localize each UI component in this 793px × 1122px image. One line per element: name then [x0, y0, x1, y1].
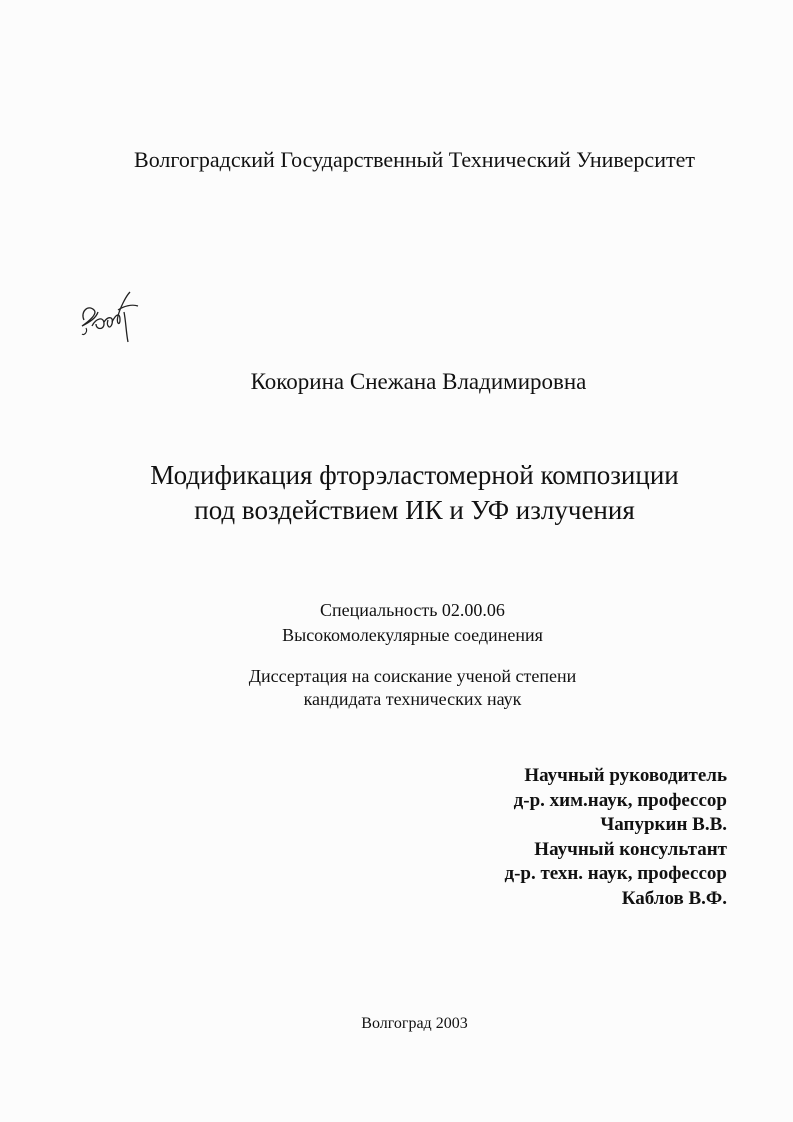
- title-line-2: под воздействием ИК и УФ излучения: [194, 495, 635, 525]
- degree-line-2: кандидата технических наук: [303, 689, 522, 709]
- title-line-1: Модификация фторэластомерной композиции: [150, 460, 679, 490]
- specialty-code: Специальность 02.00.06: [320, 600, 505, 620]
- supervisor-role: Научный руководитель: [524, 765, 727, 786]
- degree-line-1: Диссертация на соискание ученой степени: [248, 666, 577, 686]
- consultant-name: Каблов В.Ф.: [621, 887, 727, 909]
- author-name: Кокорина Снежана Владимировна: [250, 369, 587, 394]
- degree-block: [16, 665, 793, 711]
- consultant-role: Научный консультант: [534, 838, 727, 860]
- specialty-name: Высокомолекулярные соединения: [282, 625, 543, 645]
- university-name: Волгоградский Государственный Технический Университет: [134, 147, 695, 172]
- city-year: Волгоград 2003: [361, 1015, 468, 1032]
- supervisor-name: Чапуркин В.В.: [600, 814, 727, 835]
- handwritten-signature: [74, 282, 154, 352]
- dissertation-title: [18, 458, 793, 528]
- specialty-block: [16, 598, 793, 648]
- supervisors-block: [504, 764, 727, 911]
- consultant-degree: д-р. техн. наук, профессор: [504, 863, 727, 884]
- supervisor-degree: д-р. хим.наук, профессор: [513, 789, 727, 811]
